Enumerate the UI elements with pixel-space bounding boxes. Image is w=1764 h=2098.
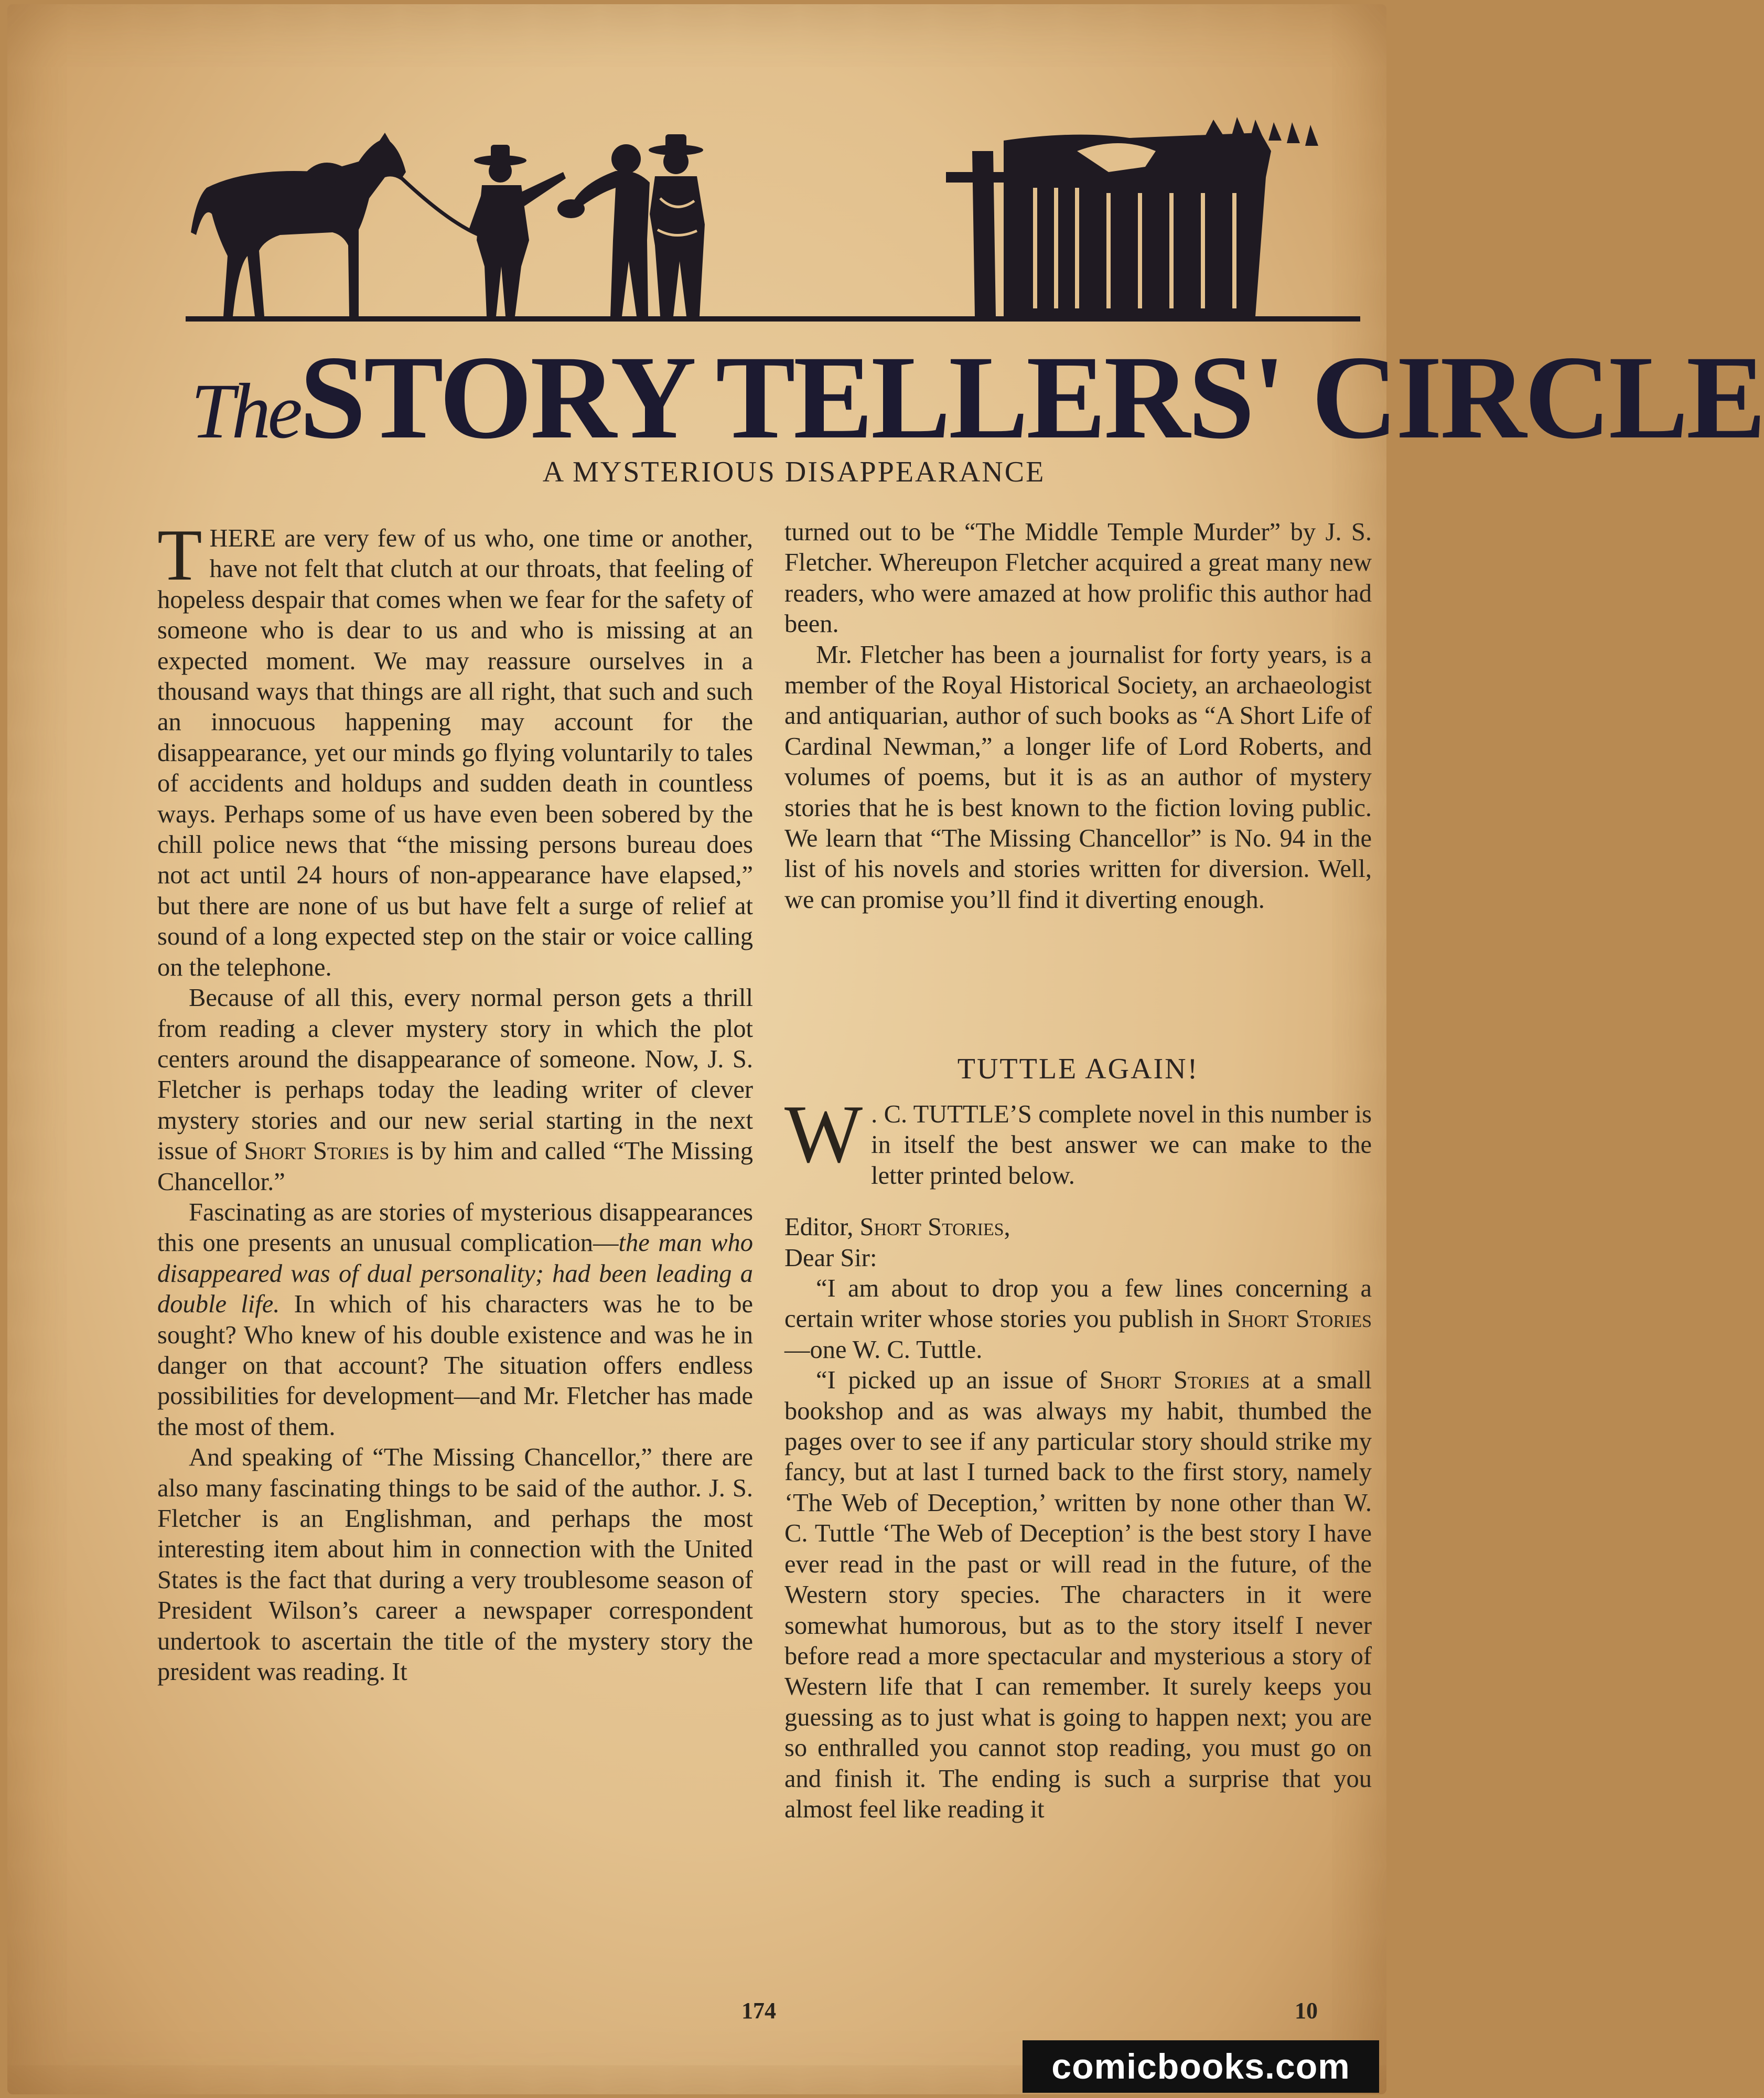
- paragraph-2: Because of all this, every normal person gets a thrill from reading a clever mystery story in which the plot centers around the disappearance of someone. Now, J. S. Fletcher is perhaps today the leading writer of clever mystery stories and our new serial starting in the next issue of Short Stories is by him and called “The Missing Chancellor.”: [157, 984, 753, 1196]
- ground-line: [186, 316, 1360, 322]
- paragraph-3: Fascinating as are stories of mysterious disappearances this one presents an unusual complication—the man who disappeared was of dual personality; had been leading a double life. In which of his characters was he to be sought? Who knew of his double existence and was he in danger on that account? The situation offers endless possibilities for development—and Mr. Fletcher has made the most of them.: [157, 1198, 753, 1441]
- letter-salutation: Dear Sir:: [784, 1244, 877, 1272]
- cowboy-figure-3: [649, 134, 705, 316]
- title-main: STORY TELLERS' CIRCLE: [299, 331, 1764, 464]
- section-heading-tuttle: TUTTLE AGAIN!: [957, 1053, 1199, 1085]
- left-column: [157, 515, 753, 1687]
- right-column-continued: [784, 1088, 1372, 1825]
- paragraph-5: turned out to be “The Middle Temple Murder” by J. S. Fletcher. Whereupon Fletcher acquired a great many new readers, who were amazed at how prolific this author had been.: [784, 518, 1372, 638]
- right-column: [784, 517, 1372, 915]
- letter-paragraph-1: “I am about to drop you a few lines concerning a certain writer whose stories you publish in Short Stories—one W. C. Tuttle.: [784, 1275, 1372, 1364]
- cowboy-figure-2: [557, 144, 650, 316]
- barn-and-horse: [946, 117, 1318, 316]
- title-the: The: [191, 368, 299, 455]
- page-title: [191, 329, 1764, 466]
- drop-cap-t: T: [157, 515, 202, 596]
- paragraph-4: And speaking of “The Missing Chancellor,” there are also many fascinating things to be said of the author. J. S. Fletcher is an Englishman, and perhaps the most interesting item about him in connection with the United States is the fact that during a very troublesome season of President Wilson’s career a newspaper correspondent undertook to ascertain the title of the mystery story the president was reading. It: [157, 1443, 753, 1686]
- signature-mark: 10: [1295, 1998, 1318, 2024]
- section-heading-disappearance: A MYSTERIOUS DISAPPEARANCE: [542, 456, 1046, 488]
- watermark-logo: comicbooks.com: [1023, 2040, 1379, 2093]
- paragraph-7: W . C. TUTTLE’S complete novel in this number is in itself the best answer we can make to the letter printed below.: [784, 1088, 1372, 1190]
- cowboy-figure-1: [469, 145, 566, 316]
- paragraph-1: THERE are very few of us who, one time or another, have not felt that clutch at our throats, that feeling of hopeless despair that comes when we fear for the safety of someone who is dear to us and who is missing at an expected moment. We may reassure ourselves in a thousand ways that things are all right, that such and such an innocuous happening may account for the disappearance, yet our minds go flying voluntarily to tales of accidents and holdups and sudden death in countless ways. Perhaps some of us have even been sobered by the chill police news that “the missing persons bureau does not act until 24 hours of non-appearance have elapsed,” but there are none of us but have felt a surge of relief at sound of a long expected step on the stair or voice calling on the telephone.: [157, 515, 753, 981]
- magazine-page: [7, 4, 1764, 2094]
- letter-paragraph-2: “I picked up an issue of Short Stories at a small bookshop and as was always my habit, thumbed the pages over to see if any particular story should strike my fancy, but at last I turned back to the first story, namely ‘The Web of Deception,’ written by none other than W. C. Tuttle ‘The Web of Deception’ is the best story I have ever read in the past or will read in the future, of the Western story species. The characters in it were somewhat humorous, but as to the story itself I never before read a more spectacular and mysterious a story of Western life that I can remember. It surely keeps you guessing as to just what is going to happen next; you are so enthralled you cannot stop reading, you must go on and finish it. The ending is such a surprise that you almost feel like reading it: [784, 1366, 1372, 1823]
- horse-silhouette: [191, 133, 406, 316]
- italic-emphasis: the man who disappeared was of dual personality; had been leading a double life.: [157, 1229, 753, 1319]
- magazine-name: Short Stories: [244, 1137, 390, 1165]
- western-scene-illustration: [186, 109, 1360, 329]
- letter-address: Editor, Short Stories,: [784, 1213, 1010, 1241]
- drop-cap-w: W: [784, 1088, 863, 1180]
- page-number: 174: [741, 1998, 776, 2024]
- paragraph-6: Mr. Fletcher has been a journalist for forty years, is a member of the Royal Historical Society, an archaeologist and antiquarian, author of such books as “A Short Life of Cardinal Newman,” a longer life of Lord Roberts, and volumes of poems, but it is as an author of mystery stories that he is best known to the fiction loving public. We learn that “The Missing Chancellor” is No. 94 in the list of his novels and stories written for diversion. Well, we can promise you’ll find it diverting enough.: [784, 640, 1372, 914]
